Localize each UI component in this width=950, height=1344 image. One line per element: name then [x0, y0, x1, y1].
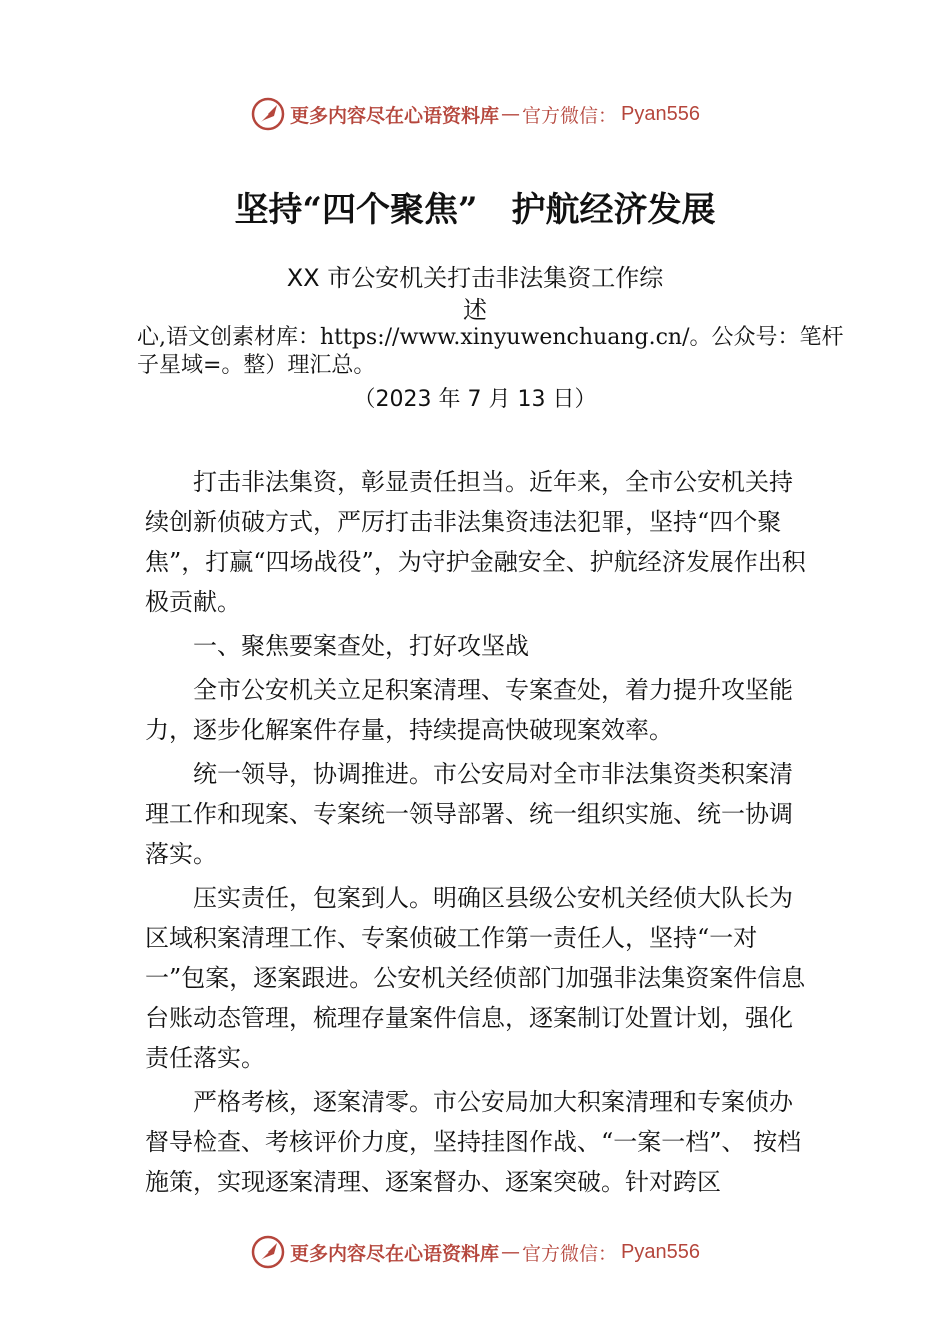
section-heading: 一、聚焦要案查处，打好攻坚战 — [193, 632, 529, 660]
body-paragraph: 打击非法集资，彰显责任担当。近年来，全市公安机关持续创新侦破方式，严厉打击非法集资违法犯罪，坚持“四个聚焦”，打赢“四场战役”，为守护金融安全、护航经济发展作出积极贡献。 — [145, 468, 806, 616]
quill-logo-icon — [250, 96, 286, 132]
banner-wechat-label: 官方微信： — [522, 1242, 618, 1265]
body-paragraph: 全市公安机关立足积案清理、专案查处，着力提升攻坚能力，逐步化解案件存量，持续提高快破现案效率。 — [145, 676, 793, 744]
document-title: 坚持“四个聚焦” 护航经济发展 — [234, 190, 716, 230]
body-paragraph: 严格考核，逐案清零。市公安局加大积案清理和专案侦办督导检查、考核评价力度，坚持挂图作战、“一案一档”、 按档施策，实现逐案清理、逐案督办、逐案突破。针对跨区 — [145, 1088, 802, 1196]
banner-wechat-handle: Pyan556 — [621, 102, 700, 125]
document-subtitle — [0, 262, 950, 326]
header-watermark-banner — [0, 94, 950, 134]
subtitle-line-1: XX 市公安机关打击非法集资工作综 — [286, 264, 664, 292]
footer-watermark-banner — [0, 1232, 950, 1272]
body-paragraph: 统一领导，协调推进。市公安局对全市非法集资类积案清理工作和现案、专案统一领导部署、统一组织实施、统一协调落实。 — [145, 760, 793, 868]
banner-dash: — — [501, 1241, 521, 1263]
subtitle-line-2: 述 — [463, 296, 487, 324]
banner-brand-text: 更多内容尽在心语资料库 — [290, 1242, 500, 1265]
document-date: （2023 年 7 月 13 日） — [353, 387, 597, 412]
banner-wechat-label: 官方微信： — [522, 104, 618, 127]
banner-dash: — — [501, 103, 521, 125]
document-body — [145, 462, 810, 1202]
source-note: 心,语文创素材库：https://www.xinyuwenchuang.cn/。公众号：笔杆子星域=。整）理汇总。 — [137, 325, 844, 378]
banner-brand-text: 更多内容尽在心语资料库 — [290, 104, 500, 127]
quill-logo-icon — [250, 1234, 286, 1270]
body-paragraph: 压实责任，包案到人。明确区县级公安机关经侦大队长为区域积案清理工作、专案侦破工作第一责任人，坚持“一对一”包案，逐案跟进。公安机关经侦部门加强非法集资案件信息台账动态管理，梳理存量案件信息，逐案制订处置计划，强化责任落实。 — [145, 884, 806, 1072]
banner-wechat-handle: Pyan556 — [621, 1240, 700, 1263]
